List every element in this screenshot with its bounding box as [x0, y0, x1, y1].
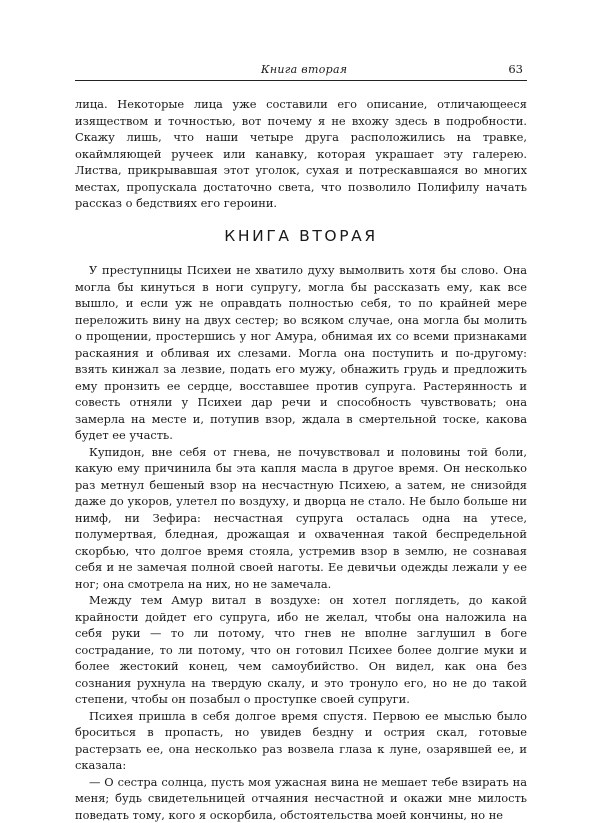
paragraph: У преступницы Психеи не хватило духу вымолвить хотя бы слово. Она могла бы кинуться в ноги супругу, могла бы рассказать ему, как все вышло, и если уж не оправдать полностью себя, то по крайней мере переложить вину на двух сестер; во всяком случае, она могла бы молить о прощении, простершись у ног Амура, обнимая их со всеми признаками раскаяния и обливая их слезами. Могла она поступить и по-другому: взять кинжал за лезвие, подать его мужу, обнажить грудь и предложить ему пронзить ее сердце, восставшее против супруга. Растерянность и совесть отняли у Психеи дар речи и способность чувствовать; она замерла на месте и, потупив взор, ждала в смертельной тоске, какова будет ее участь.: [75, 262, 527, 444]
page-header: [75, 60, 527, 81]
paragraph: Между тем Амур витал в воздухе: он хотел поглядеть, до какой крайности дойдет его супруга, ибо не желал, чтобы она наложила на себя руки — то ли потому, что гнев не вполне заглушил в боге сострадание, то ли потому, что он готовил Психее более долгие муки и более жестокий конец, чем самоубийство. Он видел, как она без сознания рухнула на твердую скалу, и это тронуло его, но не до такой степени, чтобы он позабыл о проступке своей супруги.: [75, 592, 527, 708]
paragraph: Купидон, вне себя от гнева, не почувствовал и половины той боли, какую ему причинила бы эта капля масла в другое время. Он несколько раз метнул бешеный взор на несчастную Психею, а затем, не снизойдя даже до укоров, улетел по воздуху, и дворца не стало. Не было больше ни нимф, ни Зефира: несчастная супруга осталась одна на утесе, полумертвая, бледная, дрожащая и охваченная такой беспредельной скорбью, что долгое время стояла, устремив взор в землю, не сознавая себя и не замечая полной своей наготы. Ее девичьи одежды лежали у ее ног; она смотрела на них, но не замечала.: [75, 444, 527, 593]
running-title: Книга вторая: [261, 63, 347, 76]
page-number: 63: [508, 62, 523, 76]
chapter-title: КНИГА ВТОРАЯ: [75, 228, 527, 245]
paragraph: — О сестра солнца, пусть моя ужасная вина не мешает тебе взирать на меня; будь свидетельницей отчаяния несчастной и окажи мне милость поведать тому, кого я оскорбила, обстоятельства моей кончины, но не: [75, 774, 527, 823]
paragraph-continuation: лица. Некоторые лица уже составили его описание, отличающееся изяществом и точностью, вот почему я не вхожу здесь в подробности. Скажу лишь, что наши четыре друга расположились на травке, окаймляющей ручеек или канавку, которая украшает эту галерею. Листва, прикрывавшая этот уголок, сухая и потрескавшаяся во многих местах, пропускала достаточно света, что позволило Полифилу начать рассказ о бедствиях его героини.: [75, 96, 527, 212]
paragraph: Психея пришла в себя долгое время спустя. Первою ее мыслью было броситься в пропасть, но увидев бездну и острия скал, готовые растерзать ее, она несколько раз возвела глаза к луне, озарявшей ее, и сказала:: [75, 708, 527, 774]
page-body: [75, 96, 527, 823]
